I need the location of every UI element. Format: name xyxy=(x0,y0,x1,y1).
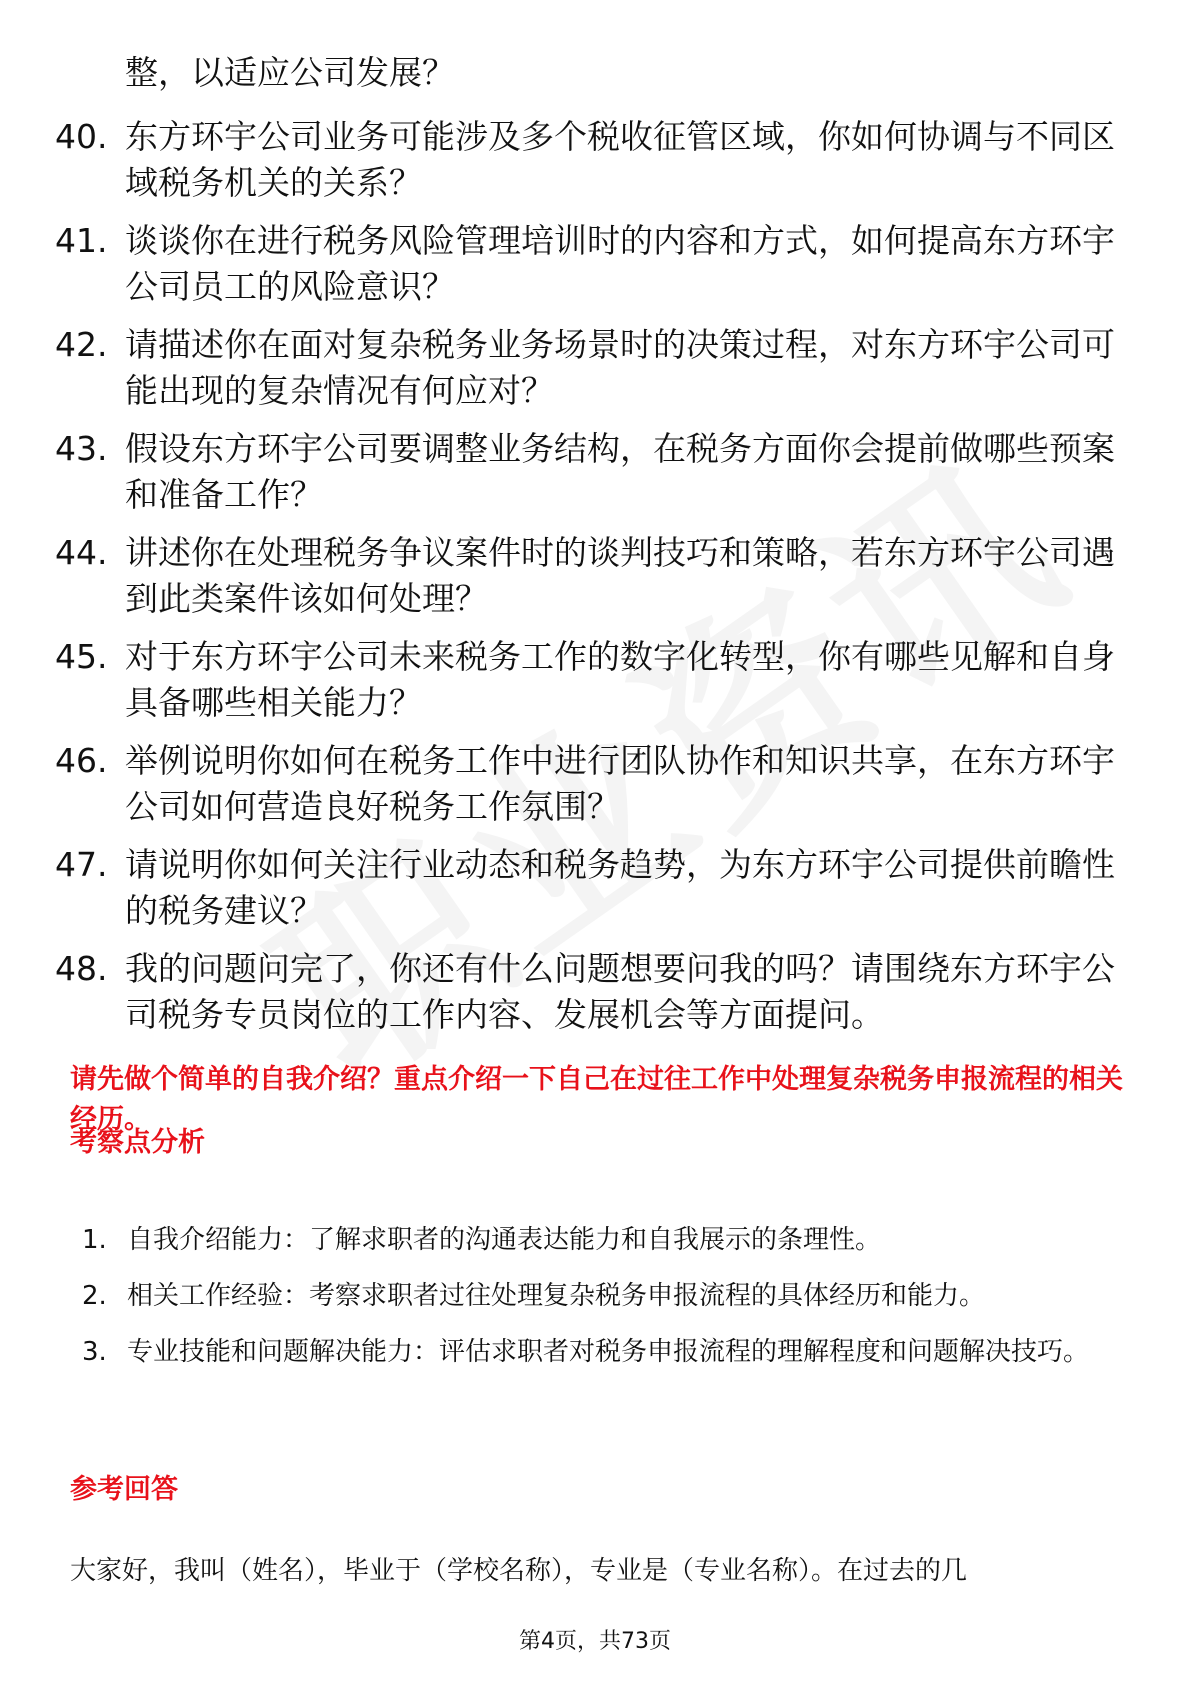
item-text: 东方环宇公司业务可能涉及多个税收征管区域，你如何协调与不同区域税务机关的关系？ xyxy=(125,117,1115,202)
item-number: 3. xyxy=(82,1337,107,1367)
featured-question: 请先做个简单的自我介绍？重点介绍一下自己在过往工作中处理复杂税务申报流程的相关经历。 xyxy=(70,1064,1123,1135)
item-number: 43. xyxy=(55,429,108,468)
list-item xyxy=(82,1212,1132,1268)
item-text: 相关工作经验：考察求职者过往处理复杂税务申报流程的具体经历和能力。 xyxy=(127,1281,986,1311)
item-number: 45. xyxy=(55,637,108,676)
item-number: 40. xyxy=(55,117,108,156)
item-text: 假设东方环宇公司要调整业务结构，在税务方面你会提前做哪些预案和准备工作？ xyxy=(125,429,1115,514)
item-text: 自我介绍能力：了解求职者的沟通表达能力和自我展示的条理性。 xyxy=(127,1225,882,1255)
item-text: 谈谈你在进行税务风险管理培训时的内容和方式，如何提高东方环宇公司员工的风险意识？ xyxy=(125,221,1115,306)
reference-heading: 参考回答 xyxy=(70,1474,178,1505)
analysis-list xyxy=(82,1212,1132,1380)
continuation-text: 整，以适应公司发展？ xyxy=(125,53,455,92)
list-item xyxy=(55,114,1135,206)
item-text: 讲述你在处理税务争议案件时的谈判技巧和策略，若东方环宇公司遇到此类案件该如何处理？ xyxy=(125,533,1115,618)
item-text: 请说明你如何关注行业动态和税务趋势，为东方环宇公司提供前瞻性的税务建议？ xyxy=(125,845,1115,930)
item-text: 请描述你在面对复杂税务业务场景时的决策过程，对东方环宇公司可能出现的复杂情况有何应对？ xyxy=(125,325,1115,410)
list-item xyxy=(55,634,1135,726)
list-item xyxy=(55,842,1135,934)
analysis-heading: 考察点分析 xyxy=(70,1127,205,1158)
item-number: 1. xyxy=(82,1225,107,1255)
item-text: 举例说明你如何在税务工作中进行团队协作和知识共享，在东方环宇公司如何营造良好税务工作氛围？ xyxy=(125,741,1115,826)
list-item xyxy=(55,322,1135,414)
item-number: 41. xyxy=(55,221,108,260)
list-item xyxy=(55,218,1135,310)
list-item xyxy=(82,1268,1132,1324)
item-number: 44. xyxy=(55,533,108,572)
item-number: 47. xyxy=(55,845,108,884)
item-number: 2. xyxy=(82,1281,107,1311)
item-number: 48. xyxy=(55,949,108,988)
list-item xyxy=(55,530,1135,622)
list-item xyxy=(55,738,1135,830)
reference-answer-text: 大家好，我叫（姓名），毕业于（学校名称），专业是（专业名称）。在过去的几 xyxy=(70,1556,968,1586)
list-item xyxy=(55,426,1135,518)
page-footer: 第4页，共73页 xyxy=(519,1629,671,1654)
item-number: 42. xyxy=(55,325,108,364)
item-text: 我的问题问完了，你还有什么问题想要问我的吗？请围绕东方环宇公司税务专员岗位的工作内容、发展机会等方面提问。 xyxy=(125,949,1115,1034)
list-item xyxy=(55,946,1135,1038)
item-text: 专业技能和问题解决能力：评估求职者对税务申报流程的理解程度和问题解决技巧。 xyxy=(127,1337,1090,1367)
list-item xyxy=(82,1324,1132,1380)
item-text: 对于东方环宇公司未来税务工作的数字化转型，你有哪些见解和自身具备哪些相关能力？ xyxy=(125,637,1115,722)
item-number: 46. xyxy=(55,741,108,780)
question-list xyxy=(55,114,1135,1050)
